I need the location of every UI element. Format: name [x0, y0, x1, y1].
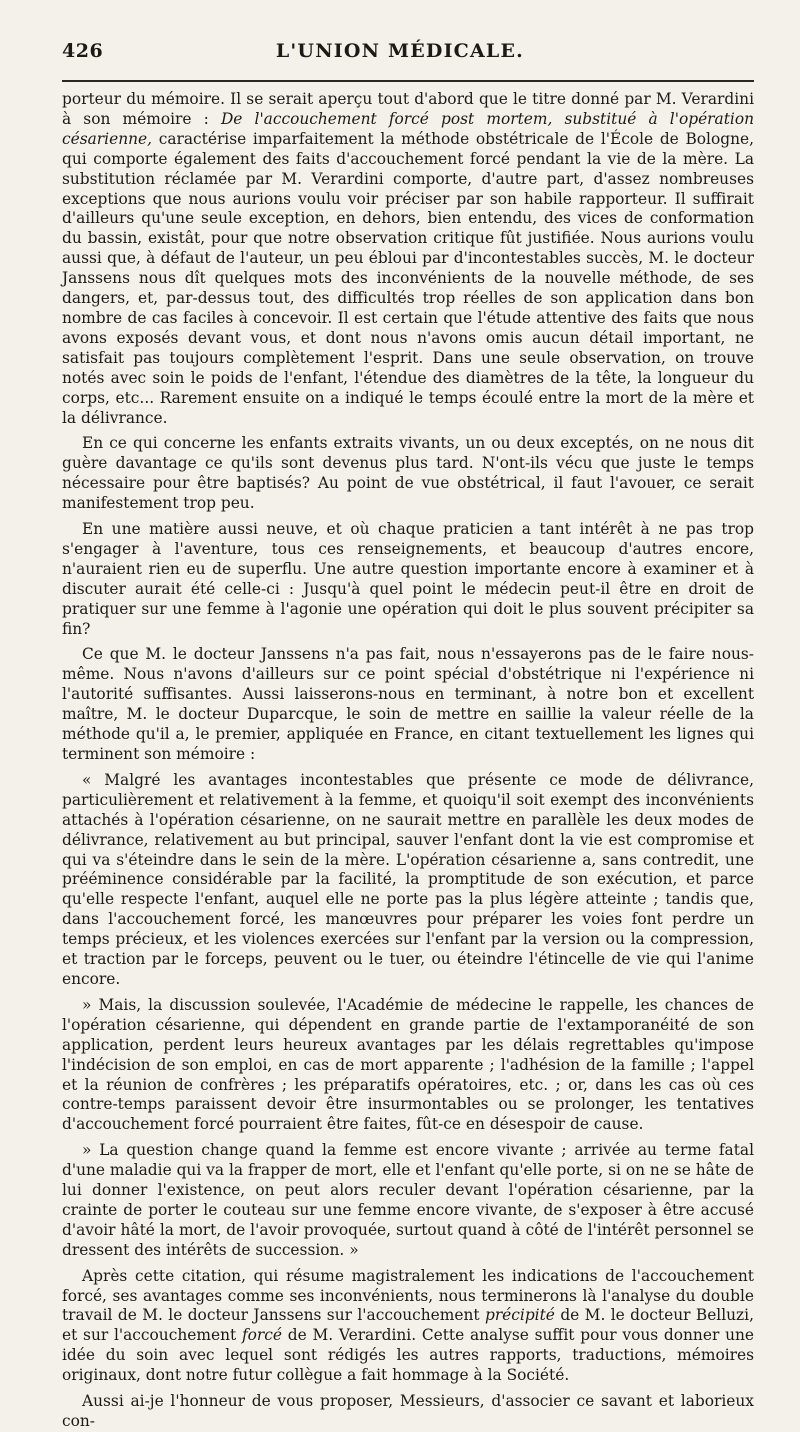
body-text	[62, 90, 754, 1432]
text-run: Après cette citation, qui résume magistralement les indications de l'accouchement forcé, ses avantages comme ses inconvénients, nous terminerons là l'analyse du double travail de M. le docteur Janssens sur l'accouchement	[62, 1266, 754, 1325]
text-run: de M. le docteur Belluzi, et sur l'accouchement	[62, 1306, 754, 1345]
paragraph: En une matière aussi neuve, et où chaque praticien a tant intérêt à ne pas trop s'engager à l'aventure, tous ces renseignements, et beaucoup d'autres encore, n'auraient rien eu de superflu. Une autre question importante encore à examiner et à discuter aurait été celle-ci : Jusqu'à quel point le médecin peut-il être en droit de pratiquer sur une femme à l'agonie une opération qui doit le plus souvent précipiter sa fin?	[62, 520, 754, 638]
text-run: de M. Verardini. Cette analyse suffit pour vous donner une idée du soin avec lequel sont rédigés les autres rapports, traductions, mémoires originaux, dont notre futur collègue a fait hommage à la Société.	[62, 1326, 754, 1385]
italic-term: précipité	[484, 1306, 555, 1325]
page-header	[62, 40, 754, 74]
running-title: L'UNION MÉDICALE.	[275, 40, 524, 62]
text-run: caractérise imparfaitement la méthode obstétricale de l'École de Bologne, qui comporte également des faits d'accouchement forcé pendant la vie de la mère. La substitution réclamée par M. Verardini comporte, d'autre part, d'assez nombreuses exceptions que nous aurions voulu voir préciser par son habile rapporteur. Il suffirait d'ailleurs qu'une seule exception, en dehors, bien entendu, des vices de conformation du bassin, existât, pour que notre observation critique fût justifiée. Nous aurions voulu aussi que, à défaut de l'auteur, un peu ébloui par d'incontestables succès, M. le docteur Janssens nous dît quelques mots des inconvénients de la nouvelle méthode, de ses dangers, et, par-dessus tout, des difficultés trop réelles de son application dans bon nombre de cas faciles à concevoir. Il est certain que l'étude attentive des faits que nous avons exposés devant vous, et dont nous n'avons omis aucun détail important, ne satisfait pas toujours complètement l'esprit. Dans une seule observation, on trouve notés avec soin le poids de l'enfant, l'étendue des diamètres de la tête, la longueur du corps, etc... Rarement ensuite on a indiqué le temps écoulé entre la mort de la mère et la délivrance.	[62, 129, 754, 427]
paragraph	[62, 1267, 754, 1386]
text-run: porteur du mémoire. Il se serait aperçu tout d'abord que le titre donné par M. Verardini à son mémoire :	[62, 90, 754, 128]
paragraph: Ce que M. le docteur Janssens n'a pas fait, nous n'essayerons pas de le faire nous-même. Nous n'avons d'ailleurs sur ce point spécial d'obstétrique ni l'expérience ni l'autorité suffisantes. Aussi laisserons-nous en terminant, à notre bon et excellent maître, M. le docteur Duparcque, le soin de mettre en saillie la valeur réelle de la méthode qu'il a, le premier, appliquée en France, en citant textuellement les lignes qui terminent son mémoire :	[62, 645, 754, 763]
paragraph: Aussi ai-je l'honneur de vous proposer, Messieurs, d'associer ce savant et laborieux con-	[62, 1392, 754, 1430]
header-rule	[62, 80, 754, 82]
paragraph	[62, 90, 754, 428]
quote-paragraph: » Mais, la discussion soulevée, l'Académie de médecine le rappelle, les chances de l'opération césarienne, qui dépendent en grande partie de l'extamporanéité de son application, perdent leurs heureux avantages par les délais regrettables qu'impose l'indécision de son emploi, en cas de mort apparente ; l'adhésion de la famille ; l'appel et la réunion de confrères ; les préparatifs opératoires, etc. ; or, dans les cas où ces contre-temps paraissent devoir être insurmontables ou se prolonger, les tentatives d'accouchement forcé pourraient être faites, fût-ce en désespoir de cause.	[62, 995, 754, 1134]
quote-paragraph: « Malgré les avantages incontestables que présente ce mode de délivrance, particulièrement et relativement à la femme, et quoiqu'il soit exempt des inconvénients attachés à l'opération césarienne, on ne saurait mettre en parallèle les deux modes de délivrance, relativement au but principal, sauver l'enfant dont la vie est compromise et qui va s'éteindre dans le sein de la mère. L'opération césarienne a, sans contredit, une prééminence considérable par la facilité, la promptitude de son exécution, et parce qu'elle respecte l'enfant, auquel elle ne porte pas la plus légère atteinte ; tandis que, dans l'accouchement forcé, les manœuvres pour préparer les voies font perdre un temps précieux, et les violences exercées sur l'enfant par la version ou la compression, et traction par le forceps, peuvent ou le tuer, ou éteindre l'étincelle de vie qui l'anime encore.	[62, 770, 754, 988]
page-number: 426	[62, 40, 104, 62]
title-italic: De l'accouchement forcé post mortem, substitué à l'opération césarienne,	[62, 109, 754, 148]
quote-paragraph: » La question change quand la femme est encore vivante ; arrivée au terme fatal d'une maladie qui va la frapper de mort, elle et l'enfant qu'elle porte, si on ne se hâte de lui donner l'existence, on peut alors reculer devant l'opération césarienne, par la crainte de porter le couteau sur une femme encore vivante, de s'exposer à être accusé d'avoir hâté la mort, de l'avoir provoquée, surtout quand à côté de l'intérêt personnel se dressent des intérêts de succession. »	[62, 1141, 754, 1259]
paragraph: En ce qui concerne les enfants extraits vivants, un ou deux exceptés, on ne nous dit guère davantage ce qu'ils sont devenus plus tard. N'ont-ils vécu que juste le temps nécessaire pour être baptisés? Au point de vue obstétrical, il faut l'avouer, ce serait manifestement trop peu.	[62, 434, 754, 513]
italic-term: forcé	[241, 1326, 282, 1345]
